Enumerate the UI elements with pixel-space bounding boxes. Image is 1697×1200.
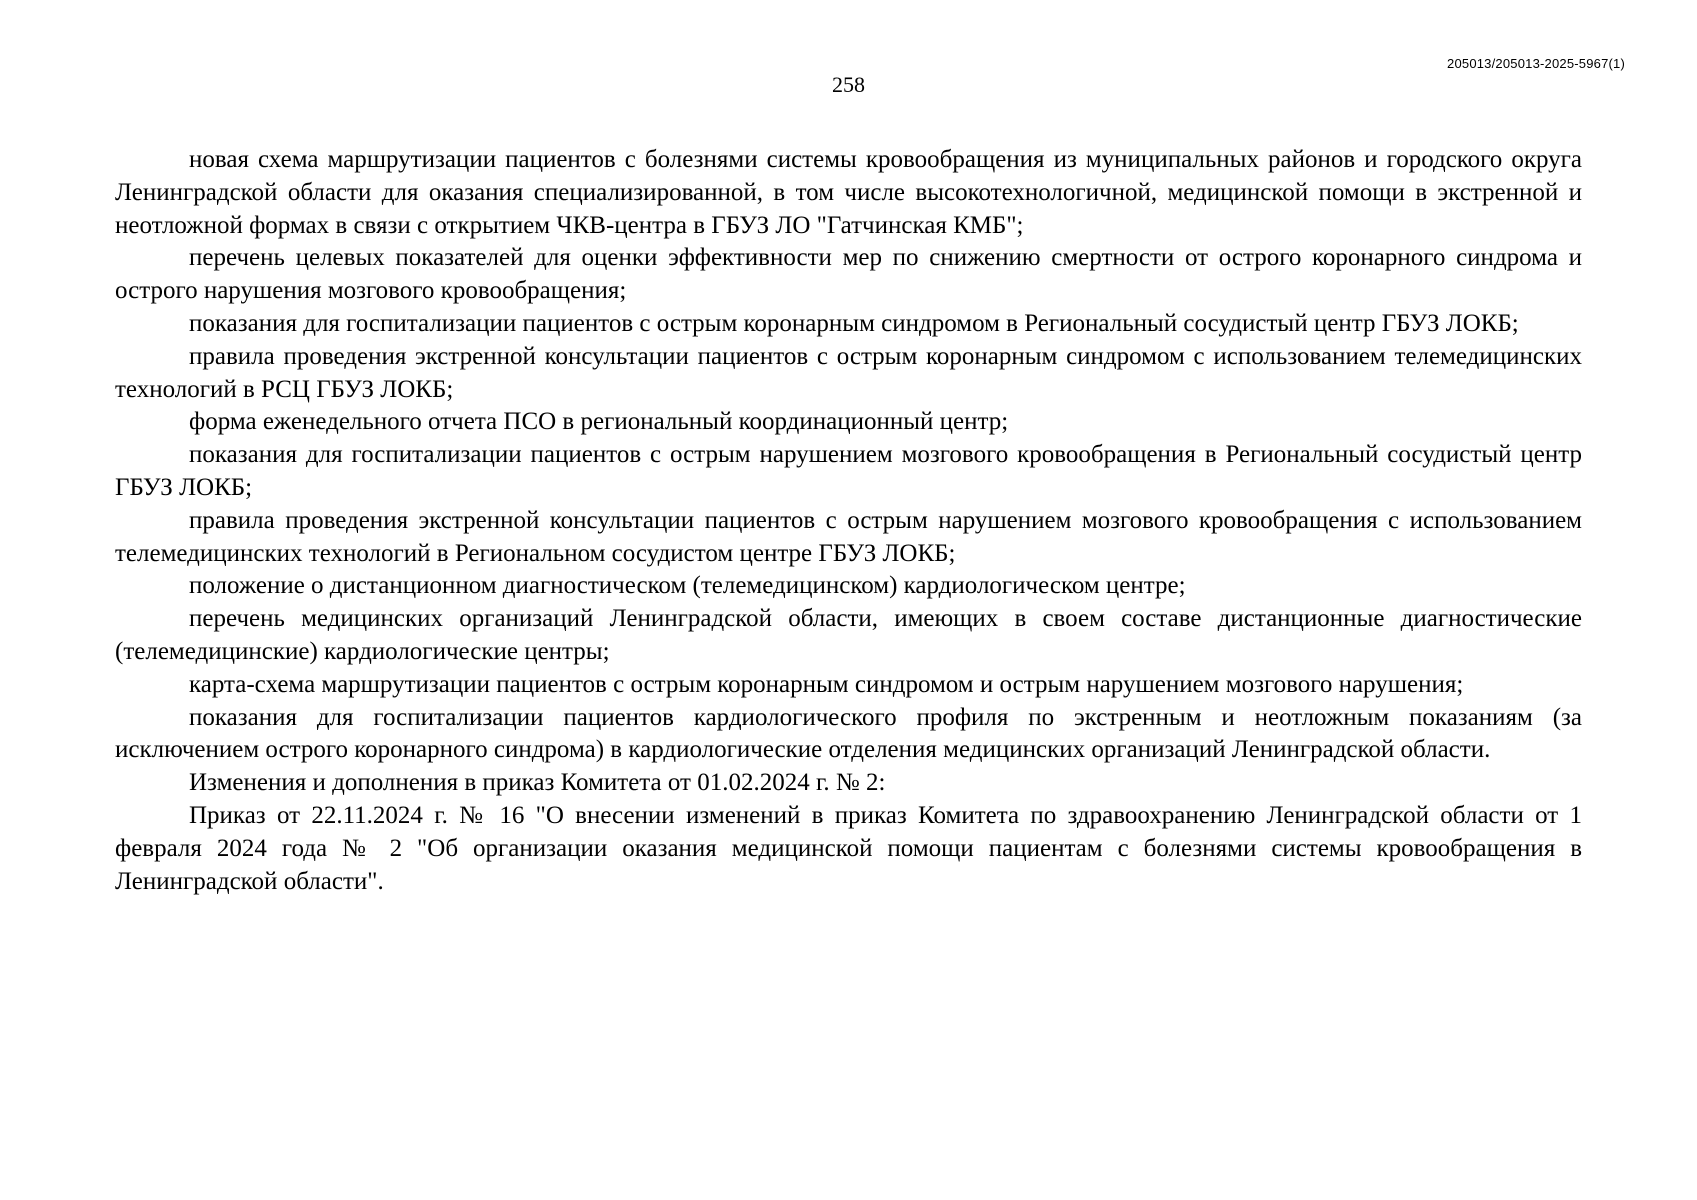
- paragraph: показания для госпитализации пациентов с острым коронарным синдромом в Региональный сосудистый центр ГБУЗ ЛОКБ;: [189, 309, 1519, 337]
- paragraph: карта-схема маршрутизации пациентов с острым коронарным синдромом и острым нарушением мозгового нарушения;: [189, 670, 1464, 698]
- paragraph: правила проведения экстренной консультации пациентов с острым коронарным синдромом с использованием телемедицинских технологий в РСЦ ГБУЗ ЛОКБ;: [115, 342, 1582, 403]
- paragraph: Приказ от 22.11.2024 г. № 16 "О внесении изменений в приказ Комитета по здравоохранению Ленинградской области от 1 февраля 2024 года № 2 "Об организации оказания медицинской помощи пациентам с болезнями системы кровообращения в Ленинградской области".: [115, 801, 1582, 895]
- paragraph: показания для госпитализации пациентов кардиологического профиля по экстренным и неотложным показаниям (за исключением острого коронарного синдрома) в кардиологические отделения медицинских организаций Ленинградской области.: [115, 703, 1582, 764]
- document-id: 205013/205013-2025-5967(1): [1447, 56, 1625, 71]
- paragraph: перечень целевых показателей для оценки эффективности мер по снижению смертности от острого коронарного синдрома и острого нарушения мозгового кровообращения;: [115, 244, 1582, 305]
- paragraph: Изменения и дополнения в приказ Комитета от 01.02.2024 г. № 2:: [189, 769, 886, 797]
- paragraph: форма еженедельного отчета ПСО в региональный координационный центр;: [189, 408, 1009, 436]
- paragraph: показания для госпитализации пациентов с острым нарушением мозгового кровообращения в Региональный сосудистый центр ГБУЗ ЛОКБ;: [115, 441, 1582, 501]
- paragraph: перечень медицинских организаций Ленинградской области, имеющих в своем составе дистанционные диагностические (телемедицинские) кардиологические центры;: [115, 605, 1582, 665]
- paragraph: положение о дистанционном диагностическом (телемедицинском) кардиологическом центре;: [189, 572, 1186, 600]
- paragraph: правила проведения экстренной консультации пациентов с острым нарушением мозгового кровообращения с использованием телемедицинских технологий в Региональном сосудистом центре ГБУЗ ЛОКБ;: [115, 506, 1582, 567]
- document-body: [115, 144, 1582, 898]
- page-number: 258: [832, 72, 865, 97]
- paragraph: новая схема маршрутизации пациентов с болезнями системы кровообращения из муниципальных районов и городского округа Ленинградской области для оказания специализированной, в том числе высокотехнологичной, медицинской помощи в экстренной и неотложной формах в связи с открытием ЧКВ-центра в ГБУЗ ЛО "Гатчинская КМБ";: [115, 146, 1582, 239]
